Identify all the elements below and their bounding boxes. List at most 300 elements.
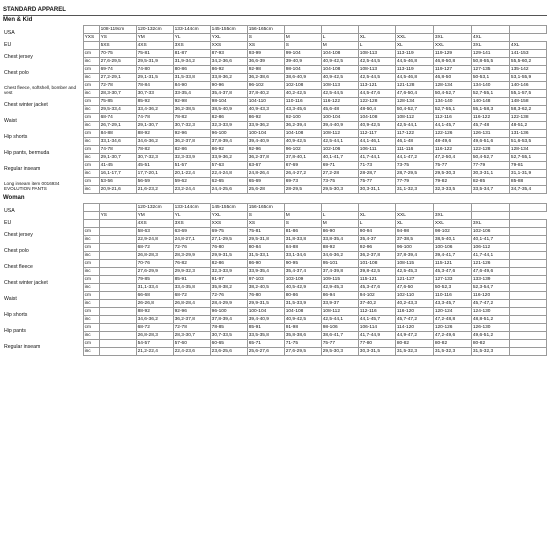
size-cell: 82-86	[173, 146, 210, 154]
size-cell: 156-165cm	[247, 26, 284, 34]
size-cell: 122-128	[471, 146, 509, 154]
size-cell: 26,8-28,4	[173, 300, 210, 308]
size-cell: 82-86	[210, 260, 247, 268]
size-cell: 78-82	[173, 114, 210, 122]
size-cell: S	[284, 42, 321, 50]
size-cell: 20,9-21,6	[99, 186, 136, 194]
size-cell: 68-72	[136, 324, 173, 332]
size-cell: L	[321, 212, 358, 220]
size-cell: 92-100	[284, 114, 321, 122]
size-cell: 75-81	[136, 50, 173, 58]
size-cell: 39,4-40,9	[247, 316, 284, 324]
size-cell: 42,9-45,3	[321, 284, 358, 292]
size-cell: 65-71	[247, 340, 284, 348]
table-row	[3, 186, 547, 194]
size-cell: 115-121	[433, 260, 471, 268]
size-cell: 26,7-29,1	[99, 122, 136, 130]
size-cell: M	[321, 220, 358, 228]
measure-label: USA	[4, 30, 15, 36]
size-cell: 108-112	[321, 308, 358, 316]
size-cell: 72-78	[99, 82, 136, 90]
size-cell: 78-82	[136, 146, 173, 154]
size-cell: 75-81	[247, 228, 284, 236]
size-cell: 33-35,4	[173, 90, 210, 98]
size-cell: 110-116	[284, 98, 321, 106]
size-cell: 44,1-46,1	[358, 138, 395, 146]
size-cell: 76-82	[173, 260, 210, 268]
size-cell: 145-155cm	[210, 204, 247, 212]
size-cell: 108-113	[358, 66, 395, 74]
size-cell	[99, 228, 136, 236]
size-cell: 39,4-40,9	[247, 138, 284, 146]
size-cell: 86-90	[247, 260, 284, 268]
size-cell: 78-85	[210, 324, 247, 332]
size-cell	[99, 300, 136, 308]
size-cell: 59-62	[173, 178, 210, 186]
unit-cell: cm	[83, 292, 99, 300]
size-cell: 120-132cm	[136, 204, 173, 212]
size-cell: 3XS	[173, 220, 210, 228]
size-cell: 40,9-43,3	[247, 106, 284, 114]
unit-cell	[83, 42, 99, 50]
size-cell: 54-57	[136, 340, 173, 348]
size-table	[3, 25, 547, 194]
size-cell: 36,2-37,8	[247, 154, 284, 162]
table-row	[3, 260, 547, 268]
size-cell: 128-134	[395, 98, 433, 106]
size-cell: 30,7-32,3	[173, 122, 210, 130]
size-cell: YXL	[210, 34, 247, 42]
size-cell: 34,2-36,6	[210, 58, 247, 66]
size-cell: 128-134	[433, 82, 471, 90]
size-cell: 75-85	[99, 98, 136, 106]
size-cell: 46,8-50,8	[433, 58, 471, 66]
size-cell: 28-29,5	[284, 186, 321, 194]
size-cell: 37,8-39,4	[395, 252, 433, 260]
size-cell: 66-68	[136, 292, 173, 300]
size-cell: 88-92	[136, 130, 173, 138]
unit-cell: cm	[83, 260, 99, 268]
size-cell: 21,6-23,2	[136, 186, 173, 194]
size-cell: 3XL	[471, 220, 509, 228]
size-cell: 112-116	[433, 114, 471, 122]
size-cell: 40,2-42,5	[284, 90, 321, 98]
size-cell: 4XL	[509, 42, 546, 50]
size-cell: 36,2-38,5	[173, 106, 210, 114]
size-cell: 88-92	[321, 244, 358, 252]
measure-label: Chest fleece	[4, 264, 33, 270]
size-cell: 24,8-27,1	[173, 236, 210, 244]
size-cell	[509, 324, 546, 332]
measure-label: Hip pants	[4, 328, 26, 334]
size-cell: 106-112	[471, 244, 509, 252]
size-cell: 38,5-40,9	[210, 106, 247, 114]
size-cell: XL	[395, 220, 433, 228]
measure-label: Waist	[4, 118, 17, 124]
size-cell: 53-56	[99, 178, 136, 186]
size-cell: M	[284, 34, 321, 42]
size-cell: 75-77	[358, 178, 395, 186]
size-cell: 28-28,7	[358, 170, 395, 178]
size-cell: 100-104	[247, 308, 284, 316]
size-cell: 68-72	[173, 292, 210, 300]
size-cell: 36,2-37,8	[358, 252, 395, 260]
size-cell: 101-108	[358, 260, 395, 268]
size-cell	[509, 276, 546, 284]
size-table	[3, 203, 547, 356]
size-cell: S	[247, 34, 284, 42]
size-cell	[509, 260, 546, 268]
unit-cell: cm	[83, 228, 99, 236]
size-cell: 91-98	[284, 324, 321, 332]
size-cell: 102-110	[395, 292, 433, 300]
size-cell: 98-102	[433, 228, 471, 236]
size-cell: 100-106	[433, 244, 471, 252]
size-cell: 24,8-26,4	[247, 170, 284, 178]
size-cell: 121-128	[395, 82, 433, 90]
size-cell: 45,7-48	[471, 122, 509, 130]
size-cell: 113-121	[358, 82, 395, 90]
size-cell: 108-115	[395, 260, 433, 268]
size-cell: 45,3-47,6	[433, 268, 471, 276]
size-cell	[99, 252, 136, 260]
size-cell: 62-65	[210, 178, 247, 186]
size-cell: 35,8-38,6	[284, 332, 321, 340]
size-cell: 36,2-39,4	[284, 122, 321, 130]
size-cell: 4XS	[136, 220, 173, 228]
measure-label: EU	[4, 42, 12, 48]
size-cell: 72-76	[210, 292, 247, 300]
size-cell	[395, 26, 433, 34]
size-cell: 106-114	[358, 324, 395, 332]
size-cell: 44,1-45,7	[358, 316, 395, 324]
size-cell: 39,8-42,5	[358, 268, 395, 276]
measure-label: USA	[4, 208, 15, 214]
size-cell: 94-102	[358, 292, 395, 300]
size-cell: 26-26,8	[136, 300, 173, 308]
size-cell: L	[358, 42, 395, 50]
size-cell: 112-116	[358, 308, 395, 316]
table-row	[3, 50, 547, 58]
size-cell: 3XS	[173, 42, 210, 50]
unit-cell	[83, 204, 99, 212]
unit-cell: inc	[83, 122, 99, 130]
size-cell: 108-113	[321, 82, 358, 90]
size-cell: 45-51	[136, 162, 173, 170]
size-cell: 47,2-50,4	[433, 154, 471, 162]
size-cell	[99, 276, 136, 284]
size-cell: 86-92	[247, 114, 284, 122]
size-cell: 127-133	[433, 276, 471, 284]
size-cell: 27,2-29,1	[99, 74, 136, 82]
size-cell: 33,9-36,2	[247, 122, 284, 130]
size-cell: 36,2-38,6	[247, 74, 284, 82]
size-cell: YS	[99, 212, 136, 220]
table-row	[3, 340, 547, 348]
size-cell: 29,5-31,8	[247, 236, 284, 244]
size-cell: 94-98	[395, 228, 433, 236]
size-cell: 135-142	[509, 66, 546, 74]
size-cell: 38,6-40,9	[284, 74, 321, 82]
size-cell: 55,1-58,3	[471, 106, 509, 114]
size-cell: 27,1-29,5	[210, 236, 247, 244]
size-cell: 119-127	[433, 66, 471, 74]
size-cell: 74-78	[99, 146, 136, 154]
size-cell: 35,4-37	[358, 236, 395, 244]
size-cell: 40,9-42,5	[284, 138, 321, 146]
table-row	[3, 106, 547, 114]
size-cell: 72-76	[173, 244, 210, 252]
size-cell: 77-79	[471, 162, 509, 170]
size-cell: 22,4-24,8	[210, 170, 247, 178]
table-row	[3, 98, 547, 106]
table-row	[3, 154, 547, 162]
size-cell: 31,5-33,9	[284, 300, 321, 308]
size-cell: 40,9-42,5	[321, 74, 358, 82]
size-cell: 96-100	[395, 244, 433, 252]
table-row	[3, 146, 547, 154]
size-cell: YS	[99, 34, 136, 42]
unit-cell: cm	[83, 244, 99, 252]
size-cell: 117-122	[395, 130, 433, 138]
size-cell	[509, 204, 546, 212]
size-cell: 29,5-31,9	[136, 58, 173, 66]
size-cell: 98-104	[210, 98, 247, 106]
size-cell: 30,7-33	[136, 90, 173, 98]
size-cell: 39,4-40,9	[321, 122, 358, 130]
size-cell: 75-77	[321, 340, 358, 348]
table-row	[3, 204, 547, 212]
size-cell: 45,7-47,2	[471, 300, 509, 308]
size-cell: 35,4-37,8	[210, 90, 247, 98]
size-cell	[509, 300, 546, 308]
size-cell: 42,5-44,1	[321, 316, 358, 324]
size-cell: 96-100	[210, 308, 247, 316]
size-cell: 104-108	[284, 308, 321, 316]
size-cell: 33,4-36,2	[136, 106, 173, 114]
size-cell: 34,6-36,2	[321, 252, 358, 260]
size-cell: 116-120	[471, 292, 509, 300]
size-cell: 84-88	[99, 130, 136, 138]
unit-cell: cm	[83, 308, 99, 316]
size-cell: YXS	[83, 34, 99, 42]
size-cell: 52,3-54,7	[471, 284, 509, 292]
size-cell: 33,9-35,4	[247, 268, 284, 276]
size-cell	[509, 220, 546, 228]
size-cell: 37,8-40,2	[247, 90, 284, 98]
size-cell: 4XL	[471, 34, 509, 42]
size-cell: 52,7-55,1	[471, 90, 509, 98]
size-cell	[99, 348, 136, 356]
size-cell: 29,5-33,4	[99, 106, 136, 114]
table-row	[3, 114, 547, 122]
size-cell	[284, 204, 321, 212]
size-cell: 37,8-40,1	[284, 154, 321, 162]
measure-label: Hip shorts	[4, 312, 28, 318]
size-cell: 49,6-51,2	[471, 332, 509, 340]
size-cell: 65-69	[247, 178, 284, 186]
table-row	[3, 220, 547, 228]
size-cell	[358, 204, 395, 212]
unit-cell: cm	[83, 162, 99, 170]
size-cell: 128-134	[509, 146, 546, 154]
size-cell: 25,6-27,6	[247, 348, 284, 356]
size-cell: 102-106	[471, 228, 509, 236]
size-cell: 73-75	[395, 162, 433, 170]
size-cell: 47,6-50,4	[395, 90, 433, 98]
size-cell: 77-79	[395, 178, 433, 186]
size-cell: YXL	[210, 212, 247, 220]
size-cell: 56-59	[136, 178, 173, 186]
size-cell	[509, 228, 546, 236]
size-cell: 47,6-50	[395, 284, 433, 292]
size-cell: XS	[247, 42, 284, 50]
measure-label: Regular inseam	[4, 166, 41, 172]
size-cell: 3XL	[471, 42, 509, 50]
size-cell: 28,3-29,9	[173, 252, 210, 260]
size-cell: 45,3-47,6	[358, 284, 395, 292]
size-cell: 92-96	[358, 244, 395, 252]
size-cell: 33,9-37	[321, 300, 358, 308]
size-cell	[99, 308, 136, 316]
unit-cell: inc	[83, 186, 99, 194]
size-cell: 38,6-41,7	[321, 332, 358, 340]
size-cell	[509, 26, 546, 34]
size-cell: 5XS	[99, 42, 136, 50]
size-cell: 79-82	[433, 178, 471, 186]
unit-cell: inc	[83, 138, 99, 146]
size-cell: 48-49,6	[433, 138, 471, 146]
size-cell: 42,5-45,3	[395, 268, 433, 276]
size-cell: 69-75	[210, 228, 247, 236]
size-cell: 102-108	[284, 82, 321, 90]
size-cell: 50,8-55,5	[471, 58, 509, 66]
size-cell: 70-75	[99, 50, 136, 58]
size-cell: 103-109	[284, 276, 321, 284]
size-cell: 50,4-52,7	[395, 106, 433, 114]
size-cell: 86-90	[321, 228, 358, 236]
size-cell: 81-86	[284, 228, 321, 236]
size-cell: 124-130	[471, 308, 509, 316]
size-cell: 140-148	[471, 98, 509, 106]
size-cell: 104-110	[247, 98, 284, 106]
page-title: STANDARD APPAREL	[3, 7, 66, 13]
size-cell: 29,9-31,5	[247, 300, 284, 308]
size-cell: 134-140	[471, 82, 509, 90]
size-cell: 34,6-36,2	[136, 138, 173, 146]
size-cell: 28,4-29,9	[210, 300, 247, 308]
size-cell	[99, 316, 136, 324]
size-cell: 92-96	[247, 146, 284, 154]
size-cell: 31,5-32,3	[471, 348, 509, 356]
size-cell: 40,2-43,3	[395, 300, 433, 308]
unit-cell: inc	[83, 332, 99, 340]
size-cell: 23,6-25,6	[210, 348, 247, 356]
size-cell: 116-120	[395, 308, 433, 316]
size-cell: 32,3-33,9	[210, 122, 247, 130]
size-cell: L	[321, 34, 358, 42]
size-cell: 43,3-45,7	[433, 300, 471, 308]
measure-label: Hip pants, bermuda	[4, 150, 50, 156]
size-cell: 84-90	[173, 82, 210, 90]
size-cell	[509, 292, 546, 300]
unit-cell: cm	[83, 98, 99, 106]
size-cell: 34,7-35,4	[509, 186, 546, 194]
size-cell: 33,4-35,8	[173, 284, 210, 292]
size-cell: 29,9-31,5	[210, 252, 247, 260]
size-cell: 36,2-37,8	[173, 316, 210, 324]
size-cell: 76-80	[247, 292, 284, 300]
size-cell: 91-97	[210, 276, 247, 284]
size-cell: 95-101	[321, 260, 358, 268]
size-cell: 35,4-37,4	[284, 268, 321, 276]
size-cell: 30,3-31,1	[471, 170, 509, 178]
size-cell: 82-85	[471, 178, 509, 186]
size-cell: 28,7-29,5	[395, 170, 433, 178]
size-cell: 24,4-25,6	[210, 186, 247, 194]
size-cell: 44,5-47,6	[358, 90, 395, 98]
size-cell: 41-45	[99, 162, 136, 170]
unit-cell: inc	[83, 252, 99, 260]
size-cell: 90-94	[358, 228, 395, 236]
size-cell: 58,3-62,2	[509, 106, 546, 114]
size-cell: 108-119cm	[99, 26, 136, 34]
size-cell: 133-144cm	[173, 204, 210, 212]
size-cell: 85-92	[136, 98, 173, 106]
size-cell: 37-40,2	[358, 300, 395, 308]
size-cell: 122-126	[433, 130, 471, 138]
size-cell: XL	[358, 212, 395, 220]
size-cell: 63-69	[173, 228, 210, 236]
size-cell: 106-111	[358, 146, 395, 154]
size-cell: 141-153	[509, 50, 546, 58]
unit-cell: cm	[83, 66, 99, 74]
size-cell: 122-138	[509, 114, 546, 122]
size-cell	[99, 332, 136, 340]
size-cell: 98-104	[284, 66, 321, 74]
size-cell: 50-52,3	[433, 284, 471, 292]
size-cell: 37,4-39,8	[321, 268, 358, 276]
measure-label: Waist	[4, 296, 17, 302]
size-cell: 122-128	[358, 98, 395, 106]
size-cell	[509, 252, 546, 260]
size-cell: 115-121	[358, 276, 395, 284]
size-cell: 113-119	[395, 50, 433, 58]
measure-label: Chest winter jacket	[4, 280, 48, 286]
size-cell: 23,2-24,4	[173, 186, 210, 194]
size-cell: 81-87	[173, 50, 210, 58]
size-cell: 82-86	[210, 114, 247, 122]
size-cell: 53,1-55,9	[509, 74, 546, 82]
size-cell	[99, 292, 136, 300]
measure-label: Chest polo	[4, 248, 29, 254]
size-cell: 38,2-40,5	[247, 284, 284, 292]
size-cell: 29,5-30,3	[321, 186, 358, 194]
size-cell: 55,1-57,5	[509, 90, 546, 98]
size-cell: 31,1-31,9	[509, 170, 546, 178]
unit-cell: inc	[83, 170, 99, 178]
table-row	[3, 316, 547, 324]
size-cell: 39,4-41,7	[433, 252, 471, 260]
size-cell: 85-91	[173, 276, 210, 284]
size-cell: 31,5-32,3	[395, 348, 433, 356]
size-cell	[509, 308, 546, 316]
size-cell: 31,5-32,3	[433, 348, 471, 356]
table-row	[3, 170, 547, 178]
size-cell: XL	[395, 42, 433, 50]
unit-cell: inc	[83, 300, 99, 308]
size-cell: 30,7-33,5	[210, 332, 247, 340]
